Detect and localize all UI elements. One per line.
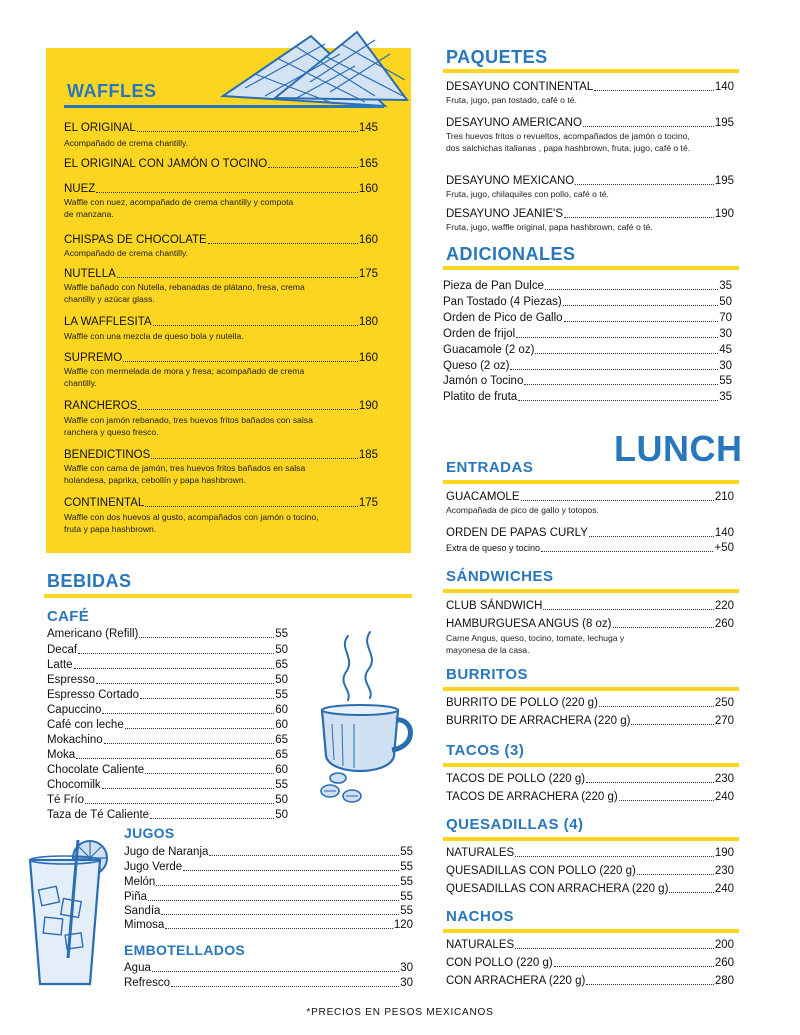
footer-note: *PRECIOS EN PESOS MEXICANOS	[306, 1007, 494, 1018]
entradas-title: ENTRADAS	[446, 459, 534, 476]
jugo-item: Melón 55	[124, 876, 413, 888]
adicional-item: Jamón o Tocino 55	[443, 375, 732, 387]
jugo-item: Piña 55	[124, 891, 413, 903]
cafe-item: Americano (Refill) 55	[47, 628, 288, 640]
paquetes-rule	[443, 69, 739, 73]
sandwich-item: CLUB SÁNDWICH 220	[446, 600, 734, 612]
waffle-desc: Acompañado de crema chantilly.	[64, 248, 189, 258]
cafe-item: Chocolate Caliente 60	[47, 764, 288, 776]
cafe-item: Espresso Cortado 55	[47, 689, 288, 701]
adicional-item: Queso (2 oz) 30	[443, 360, 732, 372]
cafe-item: Decaf 50	[47, 644, 288, 656]
embotellado-item: Agua 30	[124, 962, 413, 974]
nacho-item: CON ARRACHERA (220 g) 280	[446, 975, 734, 987]
jugo-item: Jugo Verde 55	[124, 861, 413, 873]
paquete-desc: Fruta, jugo, waffle original, papa hashbrown, café o té.	[446, 222, 653, 232]
adicional-item: Pan Tostado (4 Piezas) 50	[443, 296, 732, 308]
waffle-desc: Waffle con mermelada de mora y fresa; acompañado de crema chantilly.	[64, 366, 305, 388]
taco-item: TACOS DE ARRACHERA (220 g) 240	[446, 791, 734, 803]
nachos-rule	[443, 929, 739, 933]
burrito-item: BURRITO DE ARRACHERA (220 g) 270	[446, 715, 734, 727]
quesadilla-item: QUESADILLAS CON POLLO (220 g) 230	[446, 865, 734, 877]
waffle-desc: Waffle bañado con Nutella, rebanadas de plátano, fresa, crema chantilly y azúcar glass.	[64, 282, 305, 304]
burritos-rule	[443, 687, 739, 691]
cafe-item: Espresso 50	[47, 674, 288, 686]
quesadilla-item: QUESADILLAS CON ARRACHERA (220 g) 240	[446, 883, 734, 895]
jugos-title: JUGOS	[124, 825, 175, 841]
sandwiches-rule	[443, 589, 739, 593]
cafe-item: Moka 65	[47, 749, 288, 761]
waffle-item: CHISPAS DE CHOCOLATE 160	[64, 234, 378, 246]
cafe-item: Mokachino 65	[47, 734, 288, 746]
burrito-item: BURRITO DE POLLO (220 g) 250	[446, 697, 734, 709]
cafe-item: Taza de Té Caliente 50	[47, 809, 288, 821]
entradas-rule	[443, 480, 739, 484]
adicionales-rule	[443, 266, 739, 270]
adicional-item: Orden de Pico de Gallo 70	[443, 312, 732, 324]
quesadilla-item: NATURALES 190	[446, 847, 734, 859]
taco-item: TACOS DE POLLO (220 g) 230	[446, 773, 734, 785]
waffle-item: CONTINENTAL 175	[64, 497, 378, 509]
nacho-item: NATURALES 200	[446, 939, 734, 951]
adicional-item: Orden de frijol 30	[443, 328, 732, 340]
waffle-item: NUEZ 160	[64, 183, 378, 195]
adicional-item: Pieza de Pan Dulce 35	[443, 280, 732, 292]
paquete-item: DESAYUNO JEANIE'S 190	[446, 208, 734, 220]
waffle-desc: Acompañado de crema chantilly.	[64, 138, 189, 148]
nachos-title: NACHOS	[446, 908, 515, 925]
cafe-item: Latte 65	[47, 659, 288, 671]
cafe-item: Café con leche 60	[47, 719, 288, 731]
waffle-desc: Waffle con jamón rebanado, tres huevos fritos bañados con salsa ranchera y queso fresco.	[64, 415, 313, 437]
paquetes-title: PAQUETES	[446, 47, 548, 67]
waffle-item: BENEDICTINOS 185	[64, 449, 378, 461]
cafe-item: Capuccino 60	[47, 704, 288, 716]
waffle-desc: Waffle con una mezcla de queso bola y nutella.	[64, 331, 244, 341]
bebidas-rule	[44, 594, 412, 598]
paquete-desc: Fruta, jugo, chilaquiles con pollo, café o té.	[446, 189, 609, 199]
coffee-cup-illustration	[310, 628, 420, 810]
waffle-item: LA WAFFLESITA 180	[64, 316, 378, 328]
burritos-title: BURRITOS	[446, 666, 529, 683]
quesadillas-title: QUESADILLAS (4)	[446, 816, 584, 833]
waffle-desc: Waffle con nuez, acompañado de crema chantilly y compota de manzana.	[64, 197, 294, 219]
jugo-item: Mimosa 120	[124, 919, 413, 931]
paquete-item: DESAYUNO MEXICANO 195	[446, 175, 734, 187]
nacho-item: CON POLLO (220 g) 260	[446, 957, 734, 969]
sandwich-item: HAMBURGUESA ANGUS (8 oz) 260	[446, 618, 734, 630]
jugo-item: Sandía 55	[124, 905, 413, 917]
waffle-desc: Waffle con cama de jamón, tres huevos fritos bañados en salsa holandesa, paprika, cebollín y papa hashbrown.	[64, 463, 306, 485]
entrada-item: ORDEN DE PAPAS CURLY 140	[446, 527, 734, 539]
entrada-desc: Acompañada de pico de gallo y totopos.	[446, 505, 599, 515]
juice-glass-illustration	[22, 838, 116, 988]
jugo-item: Jugo de Naranja 55	[124, 846, 413, 858]
embotellados-title: EMBOTELLADOS	[124, 942, 246, 958]
paquete-desc: Tres huevos fritos o revueltos, acompañados de jamón o tocino, dos salchichas italianas , papa hashbrown, fruta, jugo, café o té.	[446, 131, 691, 153]
sandwich-desc: Carne Angus, queso, tocino, tomate, lechuga y mayonesa de la casa.	[446, 633, 625, 655]
quesadillas-rule	[443, 837, 739, 841]
waffle-item: EL ORIGINAL 145	[64, 122, 378, 134]
waffles-title: WAFFLES	[67, 81, 157, 101]
entrada-extra: Extra de queso y tocino +50	[446, 542, 734, 554]
waffle-item: EL ORIGINAL CON JAMÓN O TOCINO 165	[64, 158, 378, 170]
tacos-rule	[443, 763, 739, 767]
waffle-item: NUTELLA 175	[64, 268, 378, 280]
adicional-item: Guacamole (2 oz) 45	[443, 344, 732, 356]
cafe-item: Chocomilk 55	[47, 779, 288, 791]
waffle-desc: Waffle con dos huevos al gusto, acompañados con jamón o tocino, fruta y papa hashbrown.	[64, 512, 319, 534]
adicional-item: Platito de fruta 35	[443, 391, 732, 403]
waffles-rule	[64, 105, 384, 108]
paquete-item: DESAYUNO CONTINENTAL 140	[446, 81, 734, 93]
embotellado-item: Refresco 30	[124, 977, 413, 989]
cafe-title: CAFÉ	[47, 608, 90, 625]
tacos-title: TACOS (3)	[446, 742, 525, 759]
paquete-desc: Fruta, jugo, pan tostado, café o té.	[446, 95, 577, 105]
sandwiches-title: SÁNDWICHES	[446, 568, 554, 585]
waffle-item: RANCHEROS 190	[64, 400, 378, 412]
bebidas-title: BEBIDAS	[47, 571, 132, 591]
paquete-item: DESAYUNO AMERICANO 195	[446, 117, 734, 129]
entrada-item: GUACAMOLE 210	[446, 491, 734, 503]
waffle-item: SUPREMO 160	[64, 352, 378, 364]
adicionales-title: ADICIONALES	[446, 244, 576, 264]
cafe-item: Té Frío 50	[47, 794, 288, 806]
lunch-title: LUNCH	[614, 428, 743, 469]
